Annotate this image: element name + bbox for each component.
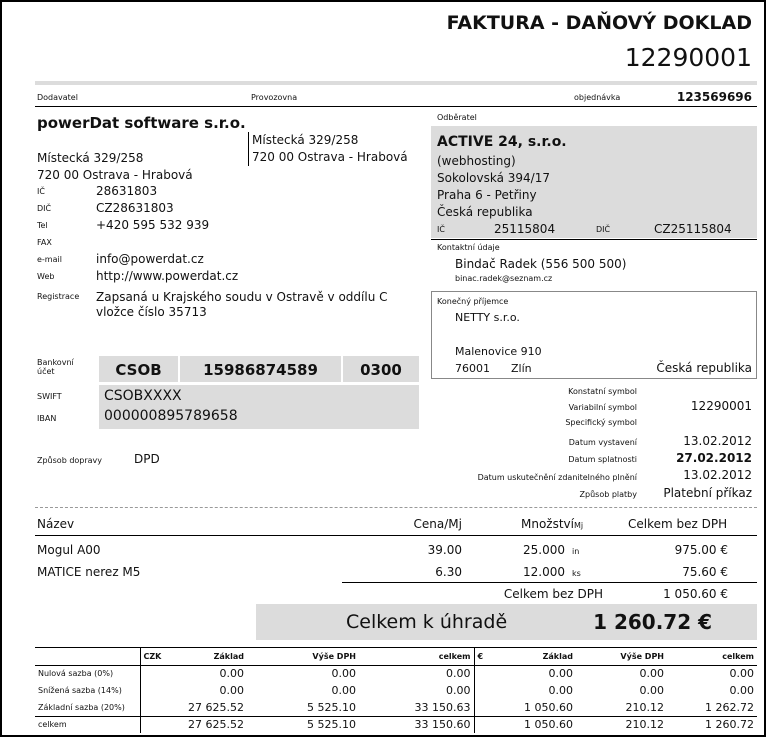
col-header: Základ [213,651,244,661]
customer-ic-label: IČ [437,225,445,234]
table-row [35,665,757,682]
supplier-street: Místecká 329/258 [37,151,144,165]
order-label: objednávka [574,93,621,102]
divider [35,535,757,536]
dic-label: DIČ [37,204,52,213]
rate-label: Základní sazba (20%) [38,702,125,712]
recipient-city: Zlín [511,362,532,375]
premises-street: Místecká 329/258 [252,133,359,147]
eur-total: 0.00 [729,667,754,681]
customer-label: Odběratel [437,113,477,122]
web-label: Web [37,272,55,281]
eur-base: 0.00 [474,665,576,682]
invoice-number: 12290001 [624,43,752,72]
table-row [35,699,757,716]
czk-base: 0.00 [140,682,247,699]
bank-name: CSOB [115,361,162,379]
supplier-tel: +420 595 532 939 [96,218,210,232]
eur-vat: 0.00 [639,684,664,697]
recipient-name: NETTY s.r.o. [455,311,520,324]
divider [35,106,757,107]
supplier-label: Dodavatel [37,93,78,102]
recipient-zip: 76001 [455,362,490,375]
supplier-registration: Zapsaná u Krajského soudu v Ostravě v oddílu C vložce číslo 35713 [96,290,388,319]
customer-note: (webhosting) [437,154,516,168]
item-unit: ks [572,569,581,578]
vat-table [35,648,757,733]
czk-total: 33 150.60 [414,718,471,732]
eur-total: 0.00 [729,684,754,697]
item-price: 6.30 [435,565,462,579]
due-date: 27.02.2012 [676,451,752,465]
recipient-country: Česká republika [656,361,752,375]
customer-country: Česká republika [437,205,533,219]
item-name: Mogul A00 [37,543,101,557]
item-qty: 12.000 [523,565,565,579]
item-unit: in [572,547,580,556]
eur-base: 1 050.60 [474,699,576,716]
premises-label: Provozovna [251,93,298,102]
item-total: 75.60 € [682,565,728,579]
rate-label: celkem [38,720,67,730]
eur-total: 1 260.72 [705,718,754,732]
col-header: Základ [542,651,573,661]
supplier-email: info@powerdat.cz [96,252,204,266]
fax-label: FAX [37,238,52,247]
divider [35,507,757,508]
items-header-price: Cena/Mj [413,517,462,531]
supplier-ic: 28631803 [96,184,158,198]
transport-value: DPD [134,452,160,466]
item-name: MATICE nerez M5 [37,565,141,579]
variable-symbol: 12290001 [690,399,752,413]
bank-account-number: 15986874589 [203,361,318,379]
iban-value: 000000895789658 [104,408,238,424]
email-label: e-mail [37,255,62,264]
czk-base: 27 625.52 [140,716,247,733]
payment-method-label: Způsob platby [579,490,637,499]
items-header-qty: Množství [521,517,574,531]
czk-vat: 5 525.10 [307,718,356,732]
eur-vat: 0.00 [639,667,664,681]
eur-base: 0.00 [474,682,576,699]
czk-total: 33 150.63 [414,700,471,714]
items-header-total: Celkem bez DPH [628,517,728,531]
grand-total-label: Celkem k úhradě [346,611,508,633]
col-header: Výše DPH [620,651,664,661]
divider [342,582,757,583]
contact-email: binac.radek@seznam.cz [455,274,553,283]
iban-label: IBAN [37,414,57,423]
supplier-web: http://www.powerdat.cz [96,269,239,283]
czk-base: 27 625.52 [140,699,247,716]
subtotal-value: 1 050.60 € [663,587,728,601]
items-header-unit: Mj [574,521,584,530]
items-header-name: Název [37,517,75,531]
due-date-label: Datum splatnosti [568,455,637,464]
eur-total: 1 262.72 [705,700,754,714]
customer-name: ACTIVE 24, s.r.o. [437,134,567,150]
rate-label: Snížená sazba (14%) [38,686,122,695]
bank-code: 0300 [360,361,402,379]
supply-date-label: Datum uskutečnění zdanitelného plnění [477,473,637,482]
recipient-street: Malenovice 910 [455,345,542,358]
czk-label: CZK [140,648,174,665]
col-header: Výše DPH [312,651,356,661]
customer-city: Praha 6 - Petřiny [437,188,537,202]
czk-total: 0.00 [446,667,471,681]
table-row [35,716,757,733]
eur-vat: 210.12 [625,700,664,714]
premises-city: 720 00 Ostrava - Hrabová [252,150,408,164]
supply-date: 13.02.2012 [683,468,752,482]
transport-label: Způsob dopravy [37,456,103,465]
contact-label: Kontaktní údaje [437,243,500,252]
czk-vat: 0.00 [331,684,356,697]
issue-date: 13.02.2012 [683,434,752,448]
premises-bracket [248,132,249,166]
document-title: FAKTURA - DAŇOVÝ DOKLAD [446,12,752,34]
divider [431,239,757,240]
bank-label: Bankovní účet [37,358,74,376]
customer-ic: 25115804 [494,222,556,236]
customer-dic-label: DIČ [596,225,611,234]
item-price: 39.00 [427,543,462,557]
variable-symbol-label: Variabilní symbol [568,403,637,412]
ic-label: IČ [37,187,45,196]
eur-base: 1 050.60 [474,716,576,733]
czk-vat: 5 525.10 [307,700,356,714]
specific-symbol-label: Specifický symbol [565,418,637,427]
customer-street: Sokolovská 394/17 [437,171,550,185]
vat-header-row [35,648,757,665]
supplier-dic: CZ28631803 [96,201,174,215]
contact-name: Bindač Radek (556 500 500) [455,257,627,271]
item-qty: 25.000 [523,543,565,557]
customer-dic: CZ25115804 [654,222,732,236]
czk-base: 0.00 [140,665,247,682]
issue-date-label: Datum vystavení [568,438,637,447]
tel-label: Tel [37,221,48,230]
swift-label: SWIFT [37,392,62,401]
col-header: celkem [438,651,471,661]
header-divider [35,81,757,85]
czk-total: 0.00 [446,684,471,697]
table-row [35,682,757,699]
supplier-name: powerDat software s.r.o. [37,114,246,132]
registration-label: Registrace [37,292,80,301]
item-total: 975.00 € [674,543,728,557]
subtotal-label: Celkem bez DPH [503,587,603,601]
swift-value: CSOBXXXX [104,388,182,404]
col-header: celkem [722,651,754,661]
czk-vat: 0.00 [331,667,356,681]
recipient-label: Konečný příjemce [437,297,509,306]
order-number: 123569696 [676,90,752,104]
eur-label: € [474,648,508,665]
grand-total-value: 1 260.72 € [593,610,712,634]
rate-label: Nulová sazba (0%) [38,669,114,679]
supplier-city: 720 00 Ostrava - Hrabová [37,168,193,182]
constant-symbol-label: Konstatní symbol [568,387,637,396]
eur-vat: 210.12 [625,718,664,732]
payment-method: Platební příkaz [663,486,752,500]
